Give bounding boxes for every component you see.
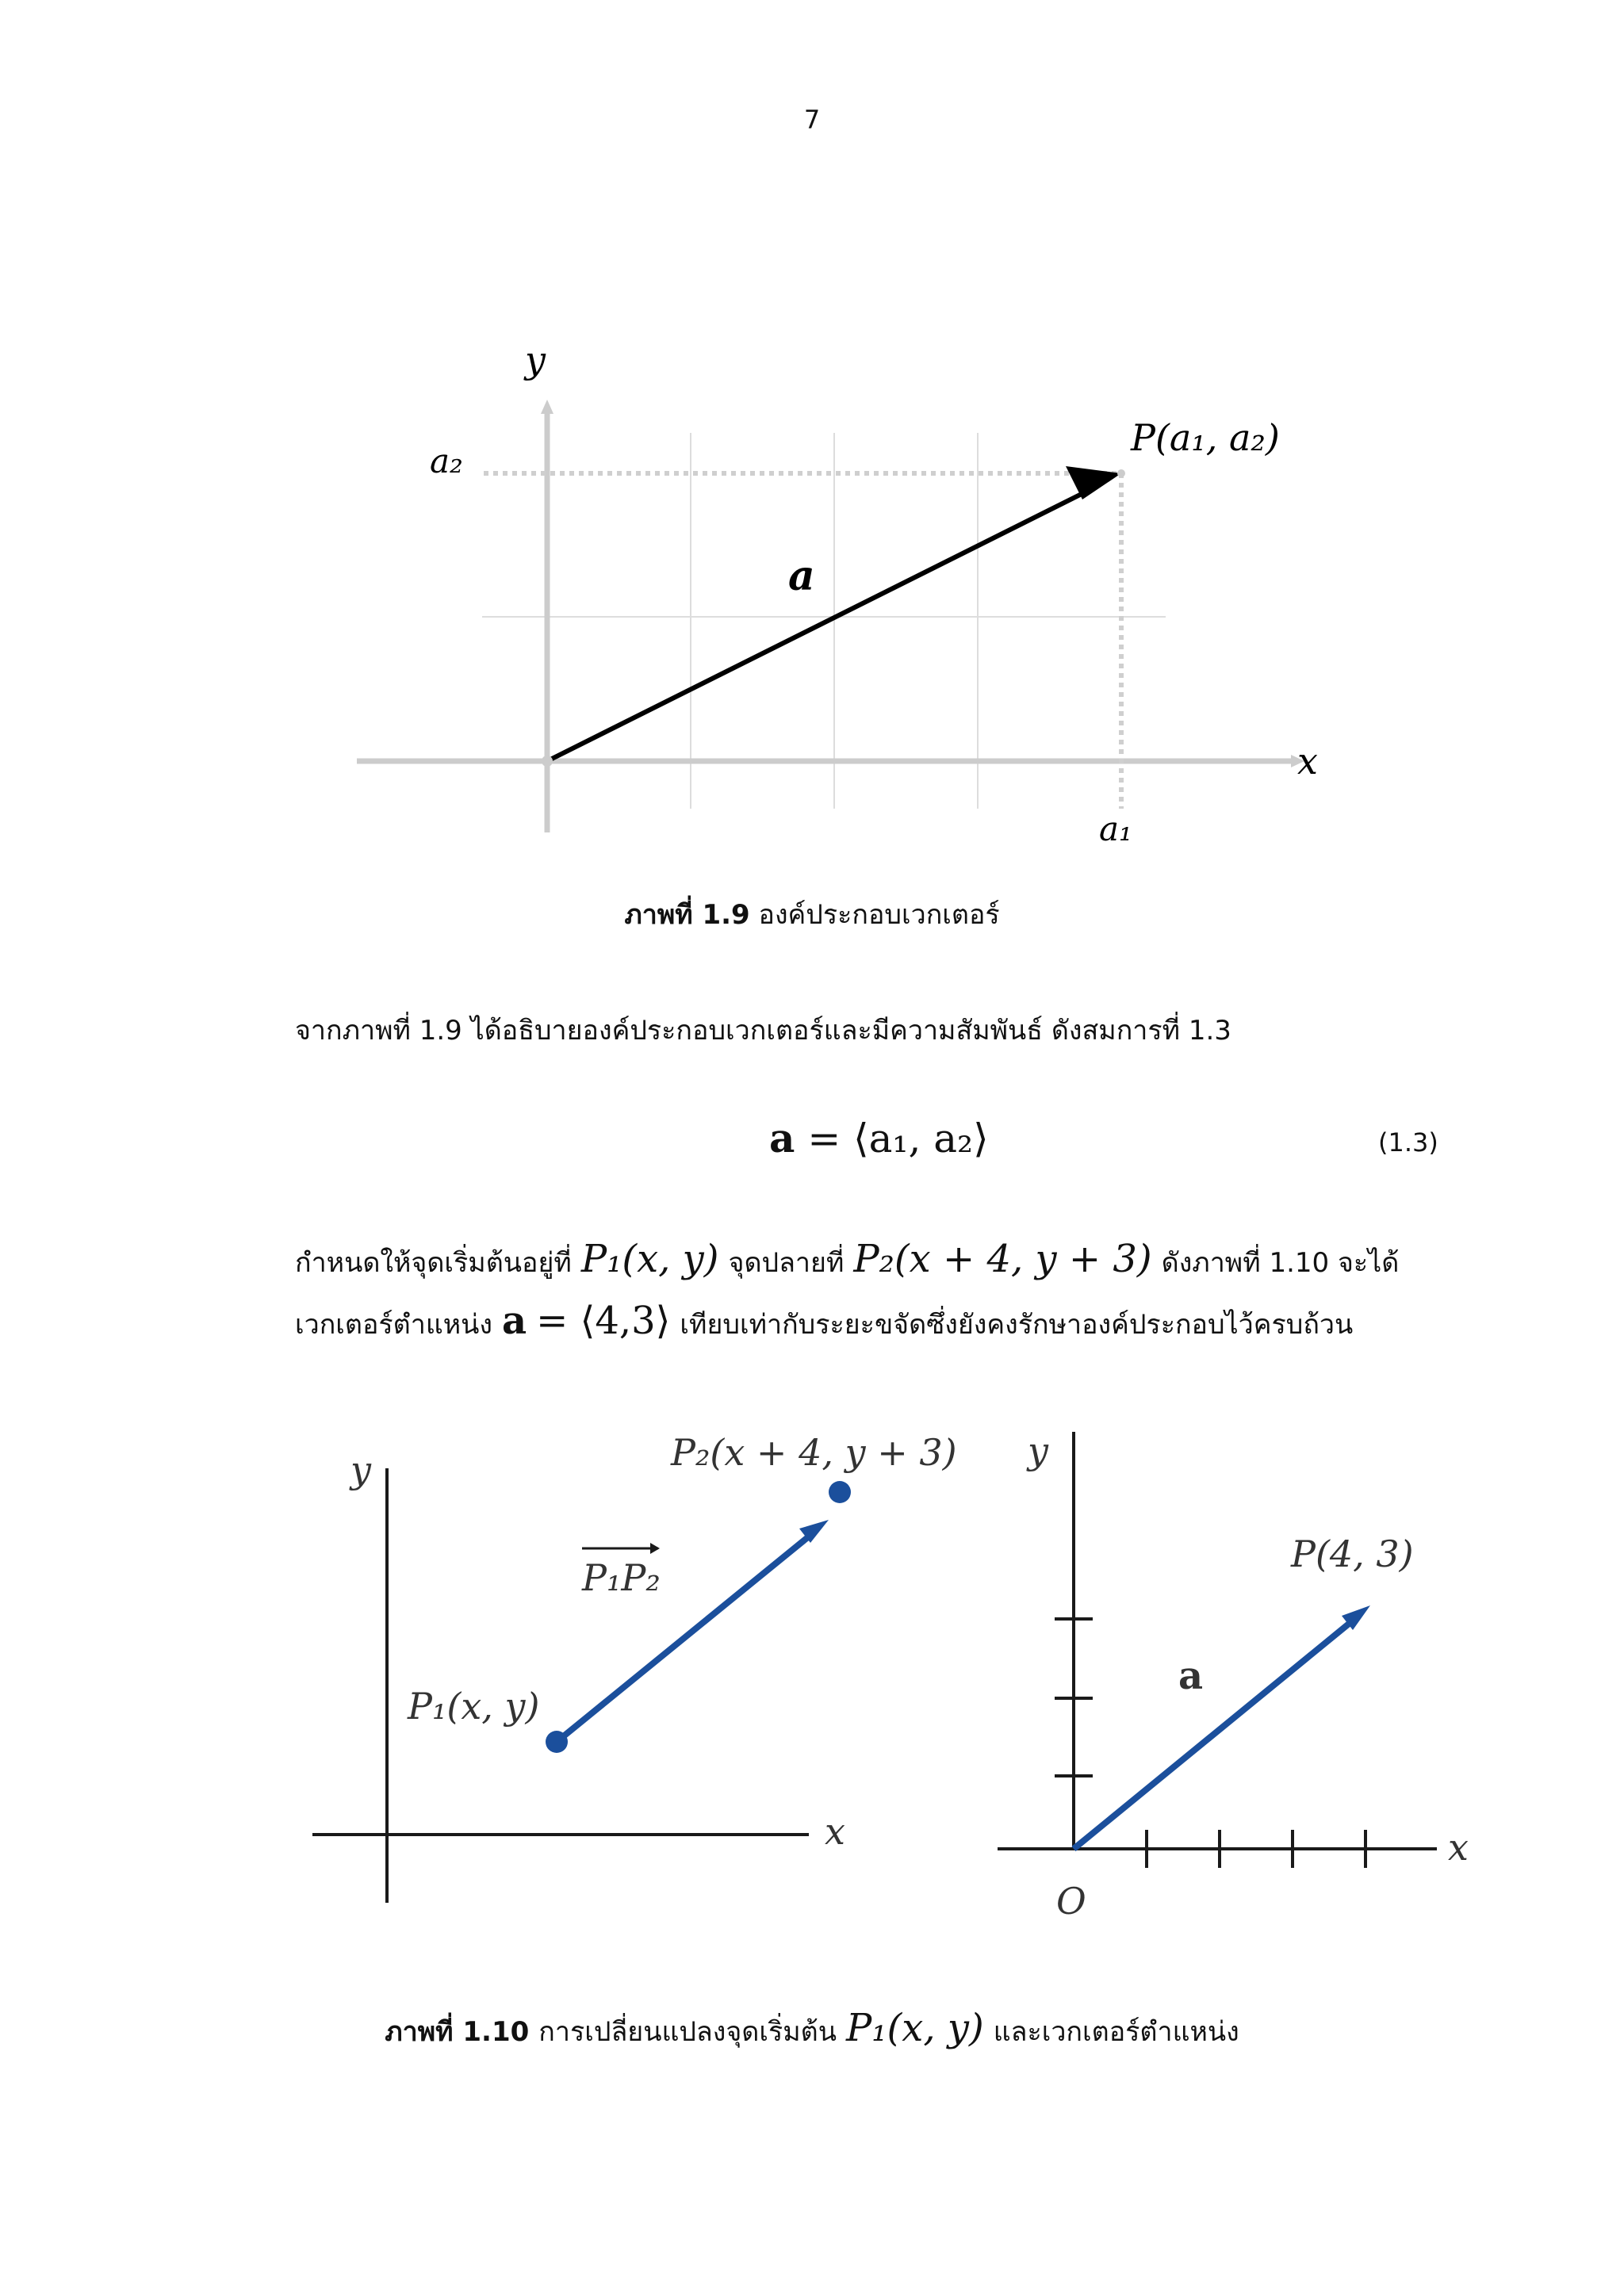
caption-text-a: การเปลี่ยนแปลงจุดเริ่มต้น	[538, 2016, 837, 2048]
p1p2-label: P₁P₂	[582, 1556, 661, 1599]
paragraph-2-line-1	[295, 1237, 1399, 1284]
point-label: P(a₁, a₂)	[1131, 416, 1280, 459]
vector-a	[547, 488, 1093, 761]
caption-text-b: และเวกเตอร์ตำแหน่ง	[993, 2016, 1239, 2048]
right-x-label: x	[1448, 1826, 1469, 1869]
p1-dot	[546, 1731, 568, 1753]
equation-number: (1.3)	[1378, 1127, 1438, 1158]
origin-dot	[542, 756, 553, 767]
p2-text-c: ดังภาพที่ 1.10 จะได้	[1161, 1247, 1400, 1279]
x-axis-label: x	[1297, 740, 1318, 783]
p1-label: P₁(x, y)	[408, 1685, 540, 1728]
p1-math: P₁(x, y)	[580, 1237, 719, 1281]
caption-prefix-2: ภาพที่ 1.10	[385, 2016, 530, 2048]
vec-a: a	[502, 1299, 527, 1343]
left-y-label: y	[350, 1448, 371, 1491]
figure-1-10-left	[301, 1411, 957, 1919]
y-axis-arrowhead	[541, 400, 553, 414]
p2-label: P₂(x + 4, y + 3)	[671, 1431, 957, 1474]
point-p-label: P(4, 3)	[1291, 1533, 1414, 1575]
y-axis-label: y	[525, 339, 546, 381]
right-y-label: y	[1028, 1429, 1048, 1472]
p2-text-d: เวกเตอร์ตำแหน่ง	[295, 1309, 493, 1341]
p2-text-b: จุดปลายที่	[728, 1247, 845, 1279]
equation-lhs: a	[769, 1115, 795, 1161]
page-number: 7	[803, 105, 821, 135]
caption-prefix: ภาพที่ 1.9	[624, 899, 750, 931]
paragraph-2-line-2	[295, 1299, 1353, 1345]
vector-a-blue	[1074, 1621, 1353, 1849]
origin-label: O	[1056, 1880, 1086, 1923]
vec-eq: = ⟨4,3⟩	[536, 1299, 671, 1343]
figure-1-9	[333, 333, 1348, 856]
a1-label: a₁	[1099, 809, 1132, 848]
caption-math: P₁(x, y)	[846, 2006, 984, 2050]
p2-math: P₂(x + 4, y + 3)	[853, 1237, 1152, 1281]
p2-text-e: เทียบเท่ากับระยะขจัดซึ่งยังคงรักษาองค์ประกอบไว้ครบถ้วน	[680, 1309, 1354, 1341]
left-x-label: x	[825, 1810, 845, 1853]
figure-1-10-right	[967, 1411, 1491, 1950]
figure-1-9-caption	[0, 893, 1624, 936]
p2-text-a: กำหนดให้จุดเริ่มต้นอยู่ที่	[295, 1247, 572, 1279]
caption-text: องค์ประกอบเวกเตอร์	[758, 899, 1000, 931]
p2-dot	[829, 1481, 851, 1503]
point-dot	[1117, 469, 1125, 477]
vector-a-label: a	[1178, 1654, 1204, 1698]
vector-label: a	[788, 552, 815, 600]
equation-rhs: = ⟨a₁, a₂⟩	[807, 1115, 989, 1161]
paragraph-1: จากภาพที่ 1.9 ได้อธิบายองค์ประกอบเวกเตอร์และมีความสัมพันธ์ ดังสมการที่ 1.3	[295, 1015, 1231, 1047]
figure-1-10-caption	[0, 2006, 1624, 2053]
a2-label: a₂	[430, 442, 463, 480]
equation-1-3	[769, 1115, 989, 1161]
